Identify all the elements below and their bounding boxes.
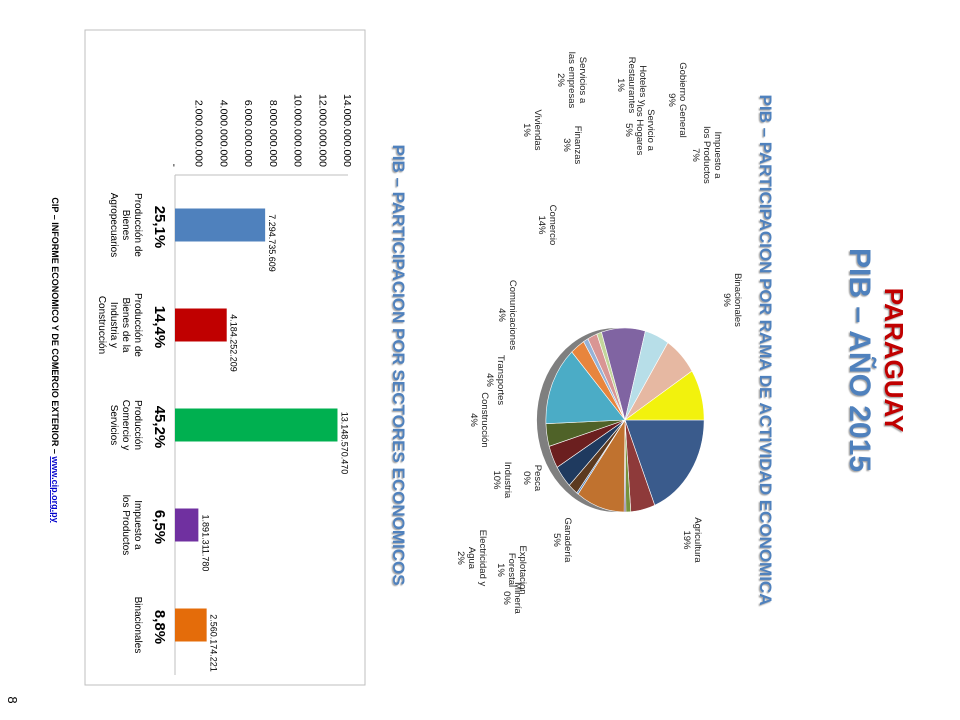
pie-label-percent: 14% bbox=[536, 215, 547, 235]
pie-label-percent: 2% bbox=[555, 73, 566, 87]
category-label bbox=[132, 597, 143, 654]
pie-label-percent: 3% bbox=[561, 138, 572, 152]
y-tick-label: 14.000.000.000 bbox=[341, 94, 353, 167]
page-number: 8 bbox=[5, 696, 20, 704]
category-label-line: Producción de bbox=[132, 193, 143, 257]
bar-produccion-comercio-y-servicios bbox=[175, 409, 337, 442]
pie-label-name: Comercio bbox=[547, 204, 558, 246]
footer-link[interactable]: www.cip.org.py bbox=[50, 456, 60, 523]
pie-label-ganaderia bbox=[551, 518, 573, 564]
pie-label-viviendas bbox=[521, 109, 543, 150]
pie-label-name: Agricultura bbox=[692, 517, 703, 563]
pie-label-percent: 0% bbox=[521, 471, 532, 485]
pie-label-gobierno-general bbox=[666, 62, 688, 138]
pie-label-percent: 7% bbox=[690, 148, 701, 162]
bar-value-label: 13.148.570.470 bbox=[339, 411, 350, 475]
footer-text bbox=[50, 197, 60, 522]
pie-label-percent: 19% bbox=[681, 530, 692, 550]
pie-label-name: Comunicaciones bbox=[507, 279, 518, 351]
pie-label-name: Ganadería bbox=[562, 517, 573, 563]
bar-value-label: 7.294.735.609 bbox=[267, 214, 278, 272]
category-label bbox=[96, 293, 143, 357]
y-tick-label: 12.000.000.000 bbox=[316, 94, 329, 167]
pie-label-binacionales bbox=[721, 273, 743, 327]
pie-slices bbox=[537, 328, 704, 512]
pie-label-name: Finanzas bbox=[572, 125, 583, 165]
category-label bbox=[108, 400, 143, 451]
pie-label-percent: 9% bbox=[666, 93, 677, 107]
category-label-line: los Productos bbox=[120, 494, 131, 556]
pie-chart bbox=[455, 52, 775, 615]
footer-caption: CIP – INFORME ECONOMICO Y DE COMERCIO EXTERIOR – bbox=[50, 197, 60, 457]
bar-value-label: 2.560.174.221 bbox=[208, 614, 219, 672]
y-tick-label: - bbox=[168, 163, 180, 167]
pie-label-percent: 10% bbox=[491, 470, 502, 490]
pie-label-industria bbox=[491, 462, 513, 499]
bar-produccion-de-bienes-agropecuarios bbox=[175, 209, 265, 242]
category-label-line: Construcción bbox=[96, 295, 107, 355]
rotated-page bbox=[5, 30, 909, 704]
category-label-line: Producción bbox=[132, 399, 143, 451]
bar-percent-label: 45,2% bbox=[151, 405, 168, 449]
y-tick-label: 6.000.000.000 bbox=[242, 99, 255, 167]
pie-label-servicios-a-las-empresas bbox=[555, 52, 588, 109]
pie-label-percent: 5% bbox=[551, 533, 562, 547]
y-tick-label: 8.000.000.000 bbox=[266, 99, 279, 167]
bar-binacionales bbox=[175, 609, 207, 642]
pie-label-percent: 2% bbox=[455, 551, 466, 565]
category-label-line: Bienes de la bbox=[120, 297, 131, 353]
pie-label-percent: 0% bbox=[501, 591, 512, 605]
country-title: PARAGUAY bbox=[879, 287, 909, 433]
pie-label-name: Impuesto a bbox=[712, 131, 723, 179]
bar-impuesto-a-los-productos bbox=[175, 509, 198, 542]
pie-label-name: Minería bbox=[512, 582, 523, 614]
page-title: PIB – AÑO 2015 bbox=[843, 248, 876, 472]
pie-label-name: Electricidad y bbox=[477, 529, 488, 587]
pie-label-comercio bbox=[536, 205, 558, 246]
pie-label-name: Restaurantes bbox=[626, 56, 637, 114]
bar-produccion-de-bienes-de-la-industria-y-construccion bbox=[175, 309, 227, 342]
bar-percent-label: 6,5% bbox=[151, 509, 168, 545]
pie-label-name: Forestal bbox=[506, 552, 517, 588]
pie-label-percent: 4% bbox=[496, 308, 507, 322]
pie-label-agricultura bbox=[681, 517, 703, 563]
y-tick-label: 4.000.000.000 bbox=[217, 99, 230, 167]
pie-label-name: Gobierno General bbox=[677, 62, 688, 138]
y-tick-label: 2.000.000.000 bbox=[192, 99, 205, 167]
pie-label-name: Viviendas bbox=[532, 109, 543, 151]
bar-chart-title: PIB – PARTICIPACION POR SECTORES ECONOMICOS bbox=[389, 144, 408, 586]
y-tick-label: 10.000.000.000 bbox=[291, 94, 304, 167]
pie-label-percent: 4% bbox=[484, 373, 495, 387]
pie-label-name: Industria bbox=[502, 461, 513, 499]
category-label-line: Industria y bbox=[108, 301, 119, 349]
pie-label-name: los Productos bbox=[701, 126, 712, 184]
pie-label-name: Agua bbox=[466, 546, 477, 570]
pie-label-percent: 1% bbox=[615, 78, 626, 92]
category-label-line: Comercio y bbox=[120, 399, 131, 451]
pie-label-name: los Hogares bbox=[634, 104, 645, 156]
pie-label-percent: 5% bbox=[623, 123, 634, 137]
bar-percent-label: 25,1% bbox=[151, 205, 168, 249]
bar-value-label: 4.184.252.209 bbox=[228, 314, 239, 372]
pie-label-name: Pesca bbox=[532, 464, 543, 492]
pie-label-percent: 1% bbox=[495, 563, 506, 577]
category-label bbox=[120, 495, 143, 556]
pie-label-percent: 9% bbox=[721, 293, 732, 307]
pie-label-percent: 1% bbox=[521, 123, 532, 137]
bar-percent-label: 8,8% bbox=[151, 609, 168, 645]
pie-label-impuesto-a-los-productos bbox=[690, 126, 723, 184]
category-label-line: Producción de bbox=[132, 293, 143, 357]
pie-label-finanzas bbox=[561, 126, 583, 165]
pie-label-comunicaciones bbox=[496, 280, 518, 350]
pie-label-name: Construcción bbox=[479, 392, 490, 448]
pie-label-name: Transportes bbox=[495, 354, 506, 406]
pie-chart-title: PIB – PARTICIPACION POR RAMA DE ACTIVIDAD ECONOMICA bbox=[756, 94, 775, 606]
bar-value-label: 1.891.311.780 bbox=[200, 514, 211, 572]
bar-percent-label: 14,4% bbox=[151, 305, 168, 349]
category-label-line: Bienes bbox=[120, 209, 131, 241]
pie-label-name: Servicios a bbox=[577, 56, 588, 104]
pie-label-name: Explotacion bbox=[517, 545, 528, 595]
pie-label-name: Hoteles y bbox=[637, 65, 648, 105]
category-label-line: Agropecuarios bbox=[108, 192, 119, 258]
pie-label-percent: 4% bbox=[468, 413, 479, 427]
category-label-line: Impuesto a bbox=[132, 500, 143, 550]
pie-label-name: Binacionales bbox=[732, 273, 743, 327]
category-label-line: Binacionales bbox=[132, 596, 143, 654]
pie-label-electricidad-y-agua bbox=[455, 530, 488, 587]
pie-label-construccion bbox=[468, 392, 490, 447]
pie-label-name: las empresas bbox=[566, 51, 577, 109]
pie-label-name: Servicio a bbox=[645, 109, 656, 151]
pie-label-pesca bbox=[521, 465, 543, 492]
category-label-line: Servicios bbox=[108, 404, 119, 446]
